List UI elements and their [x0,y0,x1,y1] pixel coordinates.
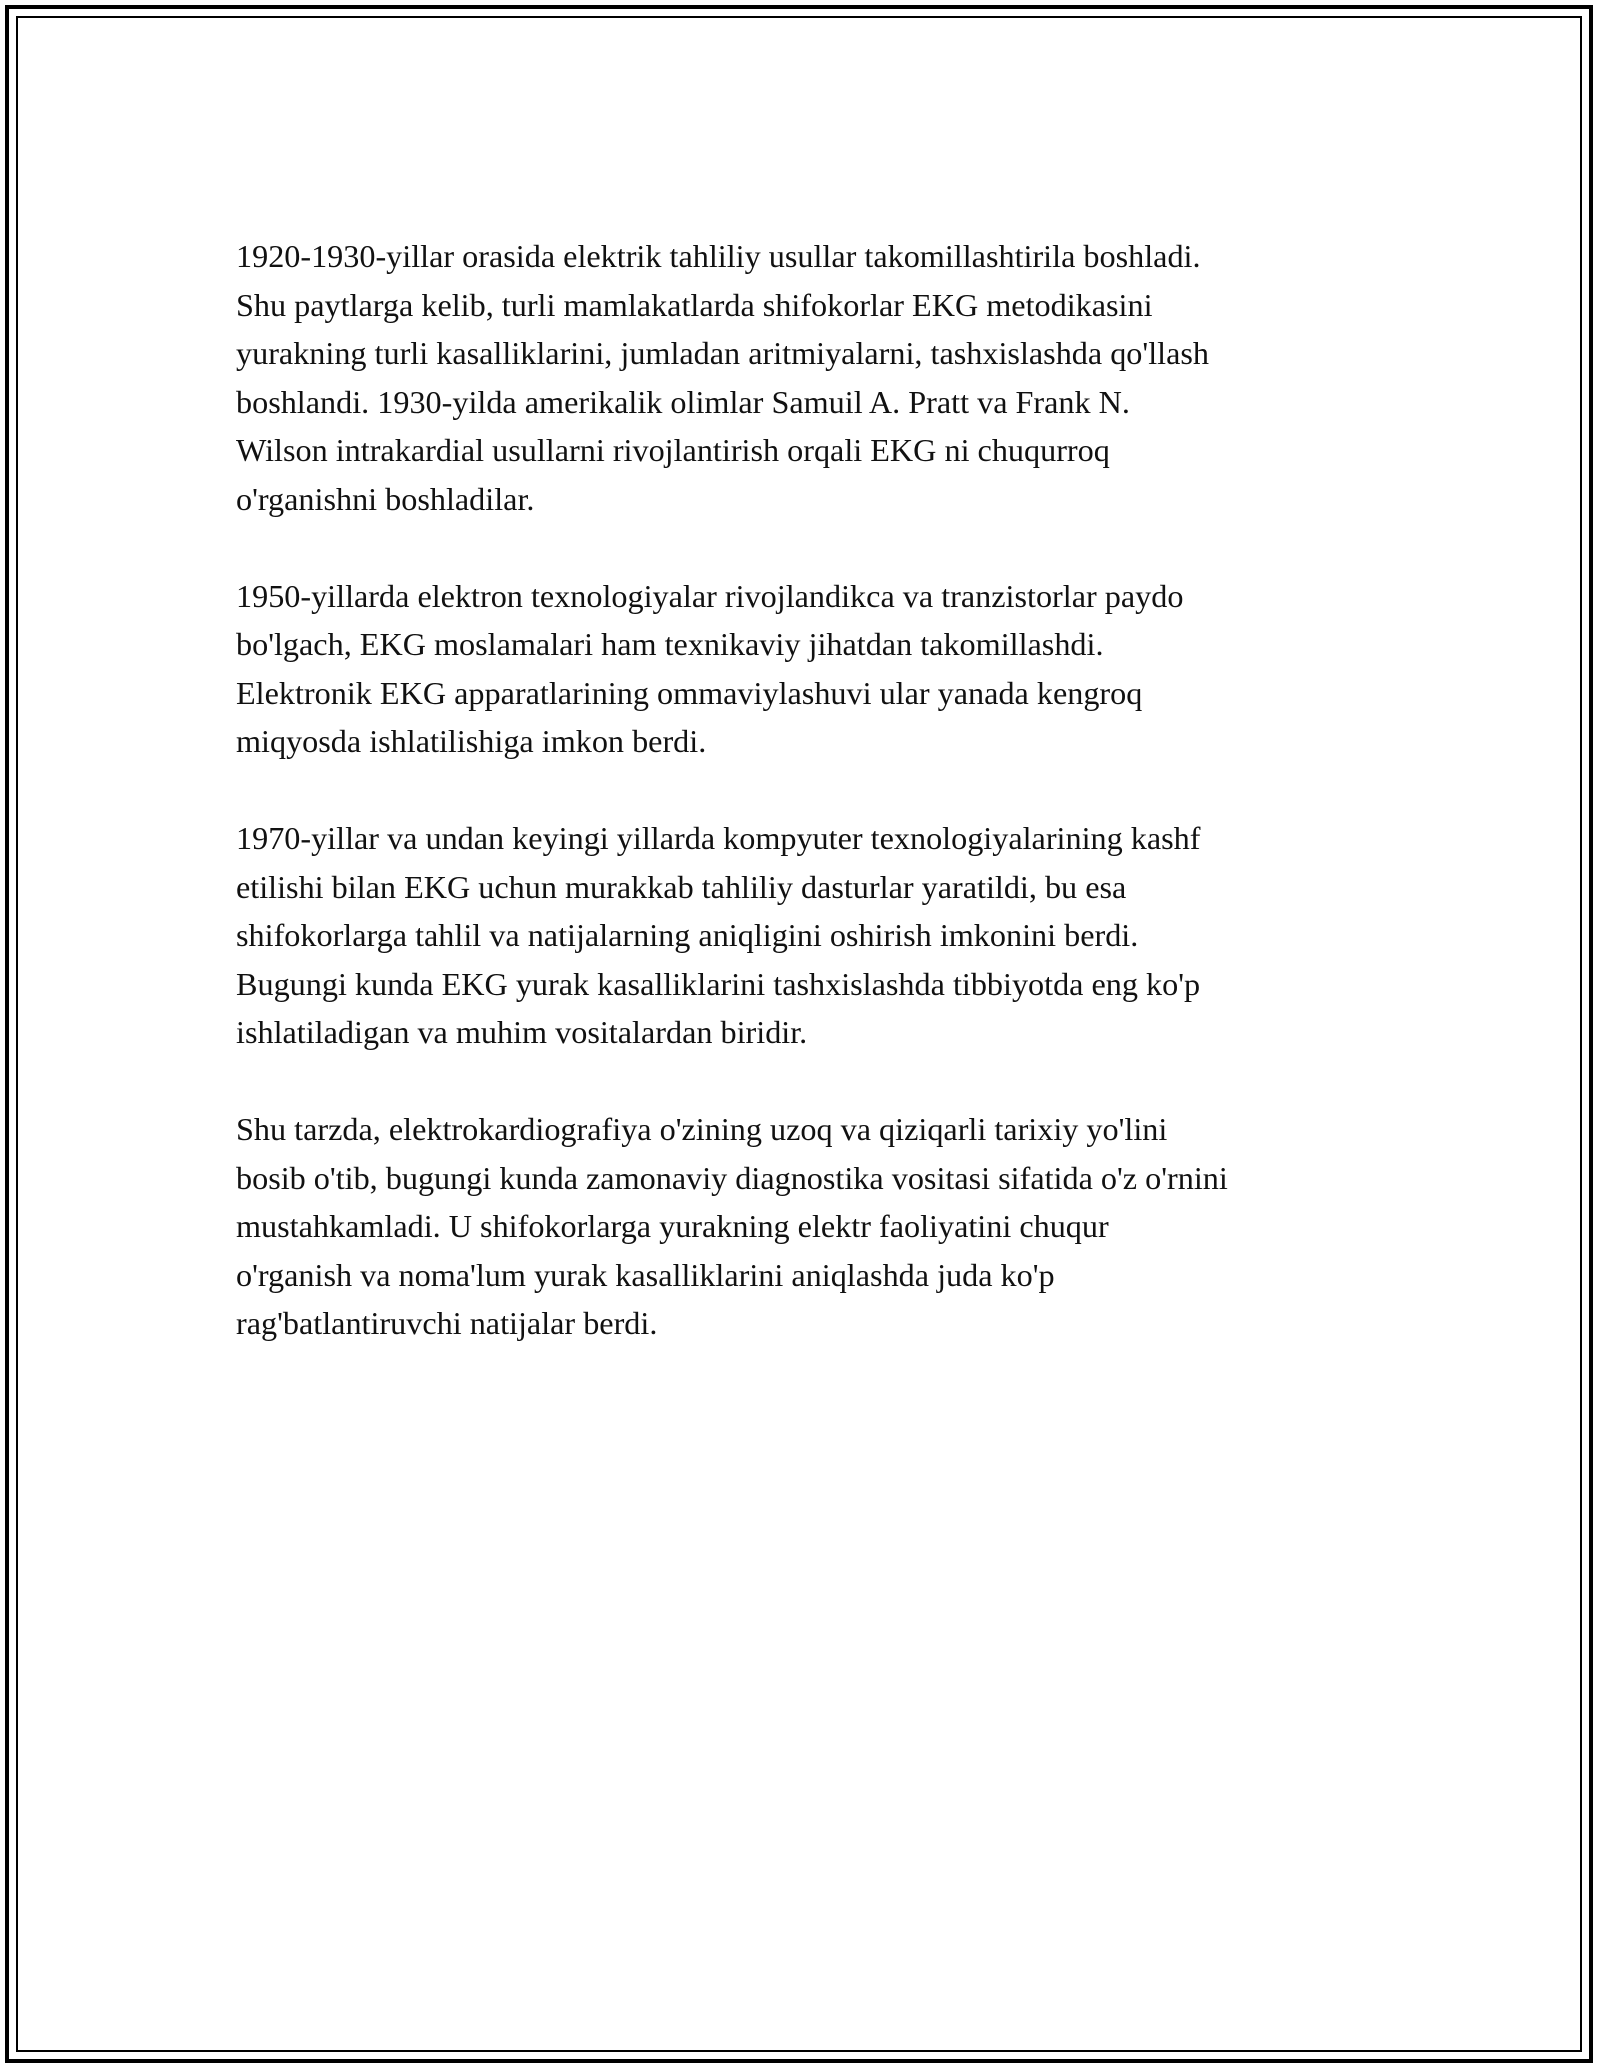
text-line: 1970-yillar va undan keyingi yillarda kompyuter texnologiyalarining kashf [236,820,1201,856]
text-line: o'rganishni boshladilar. [236,480,535,517]
paragraph-4 [236,1105,1396,1348]
paragraph-1 [236,232,1396,523]
text-line: Bugungi kunda EKG yurak kasalliklarini tashxislashda tibbiyotda eng ko'p [236,965,1201,1002]
text-line: shifokorlarga tahlil va natijalarning aniqligini oshirish imkonini berdi. [236,917,1139,953]
text-line: bo'lgach, EKG moslamalari ham texnikaviy jihatdan takomillashdi. [236,626,1104,662]
text-line: rag'batlantiruvchi natijalar berdi. [236,1305,658,1341]
paragraph-2 [236,572,1396,766]
text-line: Shu paytlarga kelib, turli mamlakatlarda shifokorlar EKG metodikasini [236,286,1153,323]
text-line: o'rganish va noma'lum yurak kasalliklarini aniqlashda juda ko'p [236,1256,1055,1293]
text-line: 1950-yillarda elektron texnologiyalar rivojlandikca va tranzistorlar paydo [236,577,1184,614]
text-line: boshlandi. 1930-yilda amerikalik olimlar Samuil A. Pratt va Frank N. [236,383,1130,420]
text-line: ishlatiladigan va muhim vositalardan biridir. [236,1014,808,1050]
text-line: miqyosda ishlatilishiga imkon berdi. [236,723,707,759]
text-line: bosib o'tib, bugungi kunda zamonaviy diagnostika vositasi sifatida o'z o'rnini [236,1159,1228,1196]
text-line: 1920-1930-yillar orasida elektrik tahliliy usullar takomillashtirila boshladi. [236,238,1201,274]
text-line: Wilson intrakardial usullarni rivojlantirish orqali EKG ni chuqurroq [236,432,1110,468]
paragraph-3 [236,814,1396,1057]
text-line: Shu tarzda, elektrokardiografiya o'zining uzoq va qiziqarli tarixiy yo'lini [236,1111,1168,1147]
text-line: yurakning turli kasalliklarini, jumladan aritmiyalarni, tashxislashda qo'llash [236,335,1209,371]
text-line: mustahkamladi. U shifokorlarga yurakning elektr faoliyatini chuqur [236,1208,1109,1244]
text-line: Elektronik EKG apparatlarining ommaviylashuvi ular yanada kengroq [236,674,1143,711]
document-body [236,232,1396,1396]
text-line: etilishi bilan EKG uchun murakkab tahliliy dasturlar yaratildi, bu esa [236,868,1127,905]
